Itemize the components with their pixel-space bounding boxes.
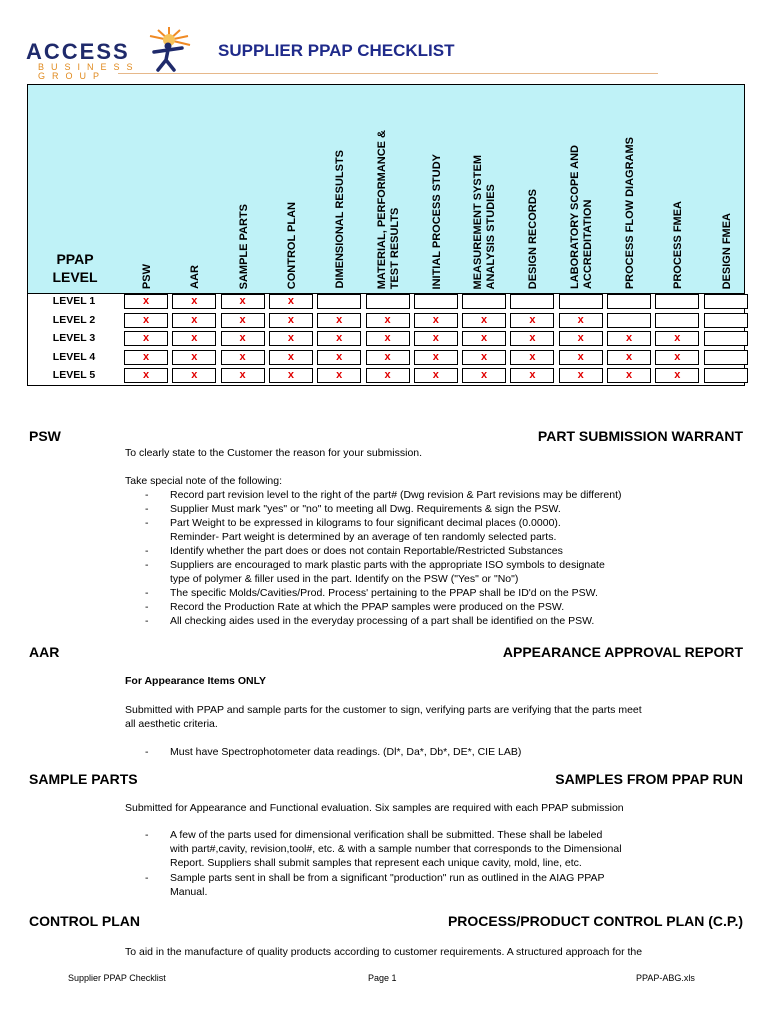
psw-note: Take special note of the following: [125,475,283,487]
psw-bullet: Identify whether the part does or does not contain Reportable/Restricted Substances [170,545,563,557]
requirement-cell: x [317,350,361,365]
logo-sub-line1: BUSINESS [38,62,140,72]
sample-bullet-dash: - [145,872,149,884]
requirement-cell: x [462,350,506,365]
requirement-cell: x [366,313,410,328]
requirement-cell: x [559,331,603,346]
column-header: DESIGN RECORDS [527,188,540,289]
requirement-cell [414,294,458,309]
requirement-cell: x [124,331,168,346]
column-header: DESIGN FMEA [720,212,733,289]
sample-bullet: Sample parts sent in shall be from a significant "production" run as outlined in the AIAG PPAP Manual. [170,872,605,898]
requirement-cell: x [510,331,554,346]
requirement-cell: x [317,331,361,346]
column-header: AAR [189,265,202,289]
requirement-cell: x [172,331,216,346]
psw-bullet: The specific Molds/Cavities/Prod. Process' pertaining to the PPAP shall be ID'd on the PSW. [170,587,598,599]
requirement-cell: x [607,368,651,383]
psw-bullet-dash: - [145,615,149,627]
requirement-cell: x [269,331,313,346]
column-header: SAMPLE PARTS [237,203,250,289]
requirement-cell: x [221,368,265,383]
requirement-cell: x [462,368,506,383]
requirement-cell [462,294,506,309]
psw-intro: To clearly state to the Customer the reason for your submission. [125,447,423,459]
matrix-header [28,85,744,294]
requirement-cell: x [655,368,699,383]
requirement-cell: x [414,368,458,383]
requirement-cell: x [221,313,265,328]
company-logo [26,26,196,81]
requirement-cell [607,294,651,309]
psw-bullet: Supplier Must mark "yes" or "no" to meeting all Dwg. Requirements & sign the PSW. [170,503,561,515]
aar-bullet-dash: - [145,746,149,758]
requirement-cell: x [655,350,699,365]
requirement-cell [704,368,748,383]
requirement-cell [510,294,554,309]
requirement-cell: x [559,350,603,365]
column-header: MEASUREMENT SYSTEM ANALYSIS STUDIES [472,154,498,289]
requirement-cell [704,331,748,346]
requirement-cell [704,350,748,365]
requirement-cell: x [607,350,651,365]
requirement-cell [317,294,361,309]
column-header: CONTROL PLAN [285,201,298,289]
requirement-cell: x [124,368,168,383]
psw-bullet-dash: - [145,601,149,613]
requirement-cell: x [221,331,265,346]
requirement-cell: x [366,368,410,383]
psw-bullet-dash: - [145,503,149,515]
control-plan-title: PROCESS/PRODUCT CONTROL PLAN (C.P.) [447,913,743,929]
requirement-cell: x [172,294,216,309]
footer-file-name: PPAP-ABG.xls [636,973,695,983]
requirement-cell: x [510,350,554,365]
psw-bullet: Suppliers are encouraged to mark plastic parts with the appropriate ISO symbols to designate type of polymer & filler used in the part. Identify on the PSW ("Yes" or "No") [170,559,605,585]
sample-parts-heading: SAMPLE PARTS [29,771,138,787]
level-label: LEVEL 1 [52,295,96,307]
level-label: LEVEL 3 [52,332,96,345]
requirement-cell [559,294,603,309]
psw-bullet-dash: - [145,489,149,501]
level-label: LEVEL 4 [52,350,96,363]
psw-bullet: Part Weight to be expressed in kilograms to four significant decimal places (0.0000). Reminder- Part weight is determined by an average of ten randomly selected parts. [170,517,561,543]
sun-figure-icon [144,26,194,72]
level-label: LEVEL 2 [52,313,96,326]
requirement-cell: x [269,294,313,309]
column-header: DIMENSIONAL RESULSTS [334,150,347,289]
psw-bullet-dash: - [145,587,149,599]
requirement-cell: x [124,313,168,328]
requirement-cell: x [559,368,603,383]
psw-bullet-dash: - [145,559,149,571]
ppap-matrix [27,84,745,386]
level-label: LEVEL 5 [52,369,96,382]
requirement-cell [704,313,748,328]
footer-page-number: Page 1 [368,973,397,983]
requirement-cell: x [462,331,506,346]
requirement-cell: x [510,368,554,383]
column-header: PSW [141,263,153,289]
footer-document-name: Supplier PPAP Checklist [68,973,166,983]
requirement-cell: x [559,313,603,328]
psw-heading: PSW [29,428,61,444]
requirement-cell [704,294,748,309]
aar-heading: AAR [29,644,60,660]
requirement-cell [655,294,699,309]
psw-title: PART SUBMISSION WARRANT [537,428,743,444]
column-header: MATERIAL, PERFORMANCE & TEST RESULTS [375,129,401,289]
psw-bullet-dash: - [145,517,149,529]
aar-text: Submitted with PPAP and sample parts for the customer to sign, verifying parts are verifying that the parts meet all aesthetic criteria. [125,704,642,730]
column-header: PROCESS FLOW DIAGRAMS [624,136,636,289]
requirement-cell: x [172,313,216,328]
requirement-cell: x [269,368,313,383]
requirement-cell [655,313,699,328]
requirement-cell: x [221,294,265,309]
aar-subhead: For Appearance Items ONLY [125,675,267,687]
requirement-cell: x [366,331,410,346]
sample-parts-text: Submitted for Appearance and Functional evaluation. Six samples are required with each PPAP submission [125,802,624,814]
logo-sub-line2: GROUP [38,71,107,81]
requirement-cell: x [414,331,458,346]
requirement-cell: x [510,313,554,328]
sample-bullet-dash: - [145,829,149,841]
psw-bullet: Record part revision level to the right of the part# (Dwg revision & Part revisions may be different) [170,489,622,501]
requirement-cell: x [269,350,313,365]
control-plan-heading: CONTROL PLAN [29,913,140,929]
requirement-cell: x [172,368,216,383]
requirement-cell: x [221,350,265,365]
title-divider [118,73,658,74]
psw-bullet: Record the Production Rate at which the PPAP samples were produced on the PSW. [170,601,565,613]
psw-bullet-dash: - [145,545,149,557]
requirement-cell: x [366,350,410,365]
requirement-cell: x [414,313,458,328]
requirement-cell: x [607,331,651,346]
logo-word: ACCESS [26,39,130,64]
ppap-level-label: PPAP LEVEL [52,251,98,285]
sample-bullet: A few of the parts used for dimensional verification shall be submitted. These shall be labeled with part#,cavity, revision,tool#, etc. & with a sample number that corresponds to the Dimensional Report. Suppliers shall submit samples that represent each unique cavity, mold, line, etc. [170,829,622,869]
requirement-cell [607,313,651,328]
page-title: SUPPLIER PPAP CHECKLIST [218,41,455,60]
requirement-cell [366,294,410,309]
requirement-cell: x [317,368,361,383]
aar-bullet: Must have Spectrophotometer data readings. (Dl*, Da*, Db*, DE*, CIE LAB) [170,746,522,758]
column-header: INITIAL PROCESS STUDY [430,153,443,289]
requirement-cell: x [124,350,168,365]
requirement-cell: x [462,313,506,328]
column-header: PROCESS FMEA [672,200,685,289]
aar-title: APPEARANCE APPROVAL REPORT [502,644,743,660]
requirement-cell: x [655,331,699,346]
column-header: LABORATORY SCOPE AND ACCREDITATION [568,144,594,289]
psw-bullet: All checking aides used in the everyday processing of a part shall be identified on the PSW. [170,615,595,627]
sample-parts-title: SAMPLES FROM PPAP RUN [555,771,743,787]
control-plan-text: To aid in the manufacture of quality products according to customer requirements. A structured approach for the [125,946,643,958]
requirement-cell: x [317,313,361,328]
requirement-cell: x [269,313,313,328]
requirement-cell: x [172,350,216,365]
requirement-cell: x [414,350,458,365]
requirement-cell: x [124,294,168,309]
